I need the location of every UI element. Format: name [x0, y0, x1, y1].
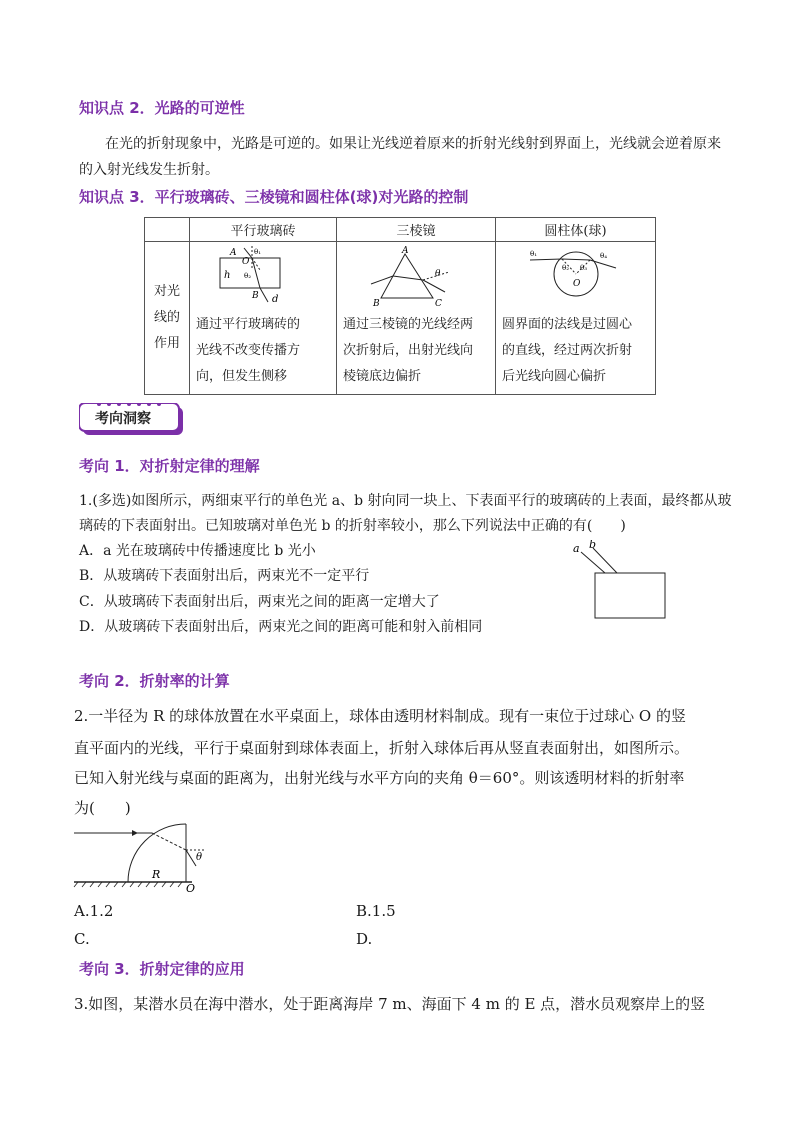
- label-h: h: [224, 270, 231, 281]
- direction-2-heading: 考向 2．折射率的计算: [79, 672, 230, 690]
- sphere-desc-line: 后光线向圆心偏折: [502, 369, 607, 384]
- knowledge-point-2-paragraph-line1: 在光的折射现象中，光路是可逆的。如果让光线逆着原来的折射光线射到界面上，光线就会逆着原来: [105, 136, 721, 152]
- question-2-figure: [72, 822, 212, 894]
- row-label-line: 作用: [153, 336, 180, 351]
- glass-desc-line: 向，但发生侧移: [196, 369, 288, 384]
- question-1-figure: [565, 540, 675, 622]
- sphere-label-theta2: θ₂: [562, 264, 570, 272]
- label-theta1: θ₁: [254, 248, 262, 256]
- knowledge-point-3-heading: 知识点 3．平行玻璃砖、三棱镜和圆柱体(球)对光路的控制: [79, 188, 469, 206]
- table-cell-sphere: [496, 242, 656, 395]
- table-header-sphere: 圆柱体(球): [496, 218, 656, 242]
- row-label-line: 线的: [153, 310, 180, 325]
- question-1-option-c: C．从玻璃砖下表面射出后，两束光之间的距离一定增大了: [79, 594, 440, 610]
- question-1-line2: 璃砖的下表面射出。已知玻璃对单色光 b 的折射率较小，那么下列说法中正确的有( ): [79, 518, 626, 534]
- q1-ray-a: [581, 552, 605, 573]
- prism-desc-line: 次折射后，出射光线向: [343, 343, 474, 358]
- emergent-ray: [260, 288, 268, 302]
- question-2-option-c: C.: [74, 930, 90, 948]
- q2-arrow-head: [132, 830, 138, 836]
- question-2-line1: 2.一半径为 R 的球体放置在水平桌面上，球体由透明材料制成。现有一束位于过球心 O 的竖: [74, 707, 686, 725]
- direction-3-heading: 考向 3．折射定律的应用: [79, 960, 245, 978]
- optics-control-table: [144, 217, 656, 395]
- q2-label-R: R: [152, 868, 161, 881]
- table-corner-cell: [145, 218, 190, 242]
- prism-label-C: C: [435, 299, 442, 309]
- q2-label-O: O: [186, 882, 196, 894]
- knowledge-point-2-heading: 知识点 2．光路的可逆性: [79, 99, 245, 117]
- table-row-label: [145, 242, 190, 395]
- question-2-option-b: B.1.5: [356, 902, 396, 920]
- question-2-option-d: D.: [356, 930, 373, 948]
- label-O: O: [242, 257, 250, 267]
- sphere-desc-line: 圆界面的法线是过圆心: [502, 317, 633, 332]
- prism-label-B: B: [373, 299, 380, 309]
- direction-1-heading: 考向 1．对折射定律的理解: [79, 457, 260, 475]
- label-B: B: [252, 291, 259, 301]
- sphere-label-theta4: θ₄: [600, 252, 608, 260]
- sphere-description: [502, 312, 632, 390]
- q1-glass-block: [595, 573, 665, 618]
- prism-triangle: [381, 254, 433, 298]
- table-header-prism: 三棱镜: [337, 218, 496, 242]
- sphere-internal-ray: [562, 259, 590, 260]
- glass-slab-figure: [210, 246, 320, 308]
- sphere-figure: [526, 246, 636, 310]
- prism-desc-line: 通过三棱镜的光线经两: [343, 317, 474, 332]
- q1-ray-b: [593, 548, 617, 573]
- sphere-incident-ray: [530, 259, 562, 260]
- prism-internal-ray: [393, 276, 423, 280]
- q2-internal-ray: [152, 833, 186, 850]
- question-2-line3: 已知入射光线与桌面的距离为，出射光线与水平方向的夹角 θ＝60°。则该透明材料的折射率: [74, 769, 685, 787]
- sphere-label-theta1: θ₁: [530, 250, 538, 258]
- glass-desc-line: 通过平行玻璃砖的: [196, 317, 301, 332]
- prism-description: [343, 312, 473, 390]
- sphere-label-theta3: θ₃: [580, 264, 588, 272]
- table-cell-glass: [190, 242, 337, 395]
- glass-description: [196, 312, 300, 390]
- question-1-line1: 1.(多选)如图所示，两细束平行的单色光 a、b 射向同一块上、下表面平行的玻璃砖的上表面，最终都从玻: [79, 493, 732, 509]
- label-d: d: [272, 294, 279, 305]
- prism-label-theta: θ: [435, 269, 441, 279]
- prism-figure: [363, 246, 473, 310]
- glass-desc-line: 光线不改变传播方: [196, 343, 301, 358]
- table-cell-prism: [337, 242, 496, 395]
- question-2-line2: 直平面内的光线，平行于桌面射到球体表面上，折射入球体后再从竖直表面射出，如图所示。: [74, 739, 690, 757]
- question-2-line4: 为( ): [74, 799, 131, 817]
- row-label-line: 对光: [153, 284, 180, 299]
- question-2-option-a: A.1.2: [74, 902, 114, 920]
- question-1-option-d: D．从玻璃砖下表面射出后，两束光之间的距离可能和射入前相同: [79, 619, 483, 635]
- insight-badge: [79, 403, 187, 435]
- refracted-ray: [252, 258, 260, 288]
- q2-label-theta: θ: [196, 852, 203, 863]
- q1-label-b: b: [589, 540, 597, 551]
- sphere-label-O: O: [573, 279, 581, 289]
- question-1-option-b: B．从玻璃砖下表面射出后，两束光不一定平行: [79, 568, 370, 584]
- label-A: A: [230, 248, 237, 258]
- table-header-glass: 平行玻璃砖: [190, 218, 337, 242]
- knowledge-point-2-paragraph-line2: 的入射光线发生折射。: [79, 162, 219, 178]
- prism-label-A: A: [402, 246, 409, 256]
- q2-emergent-ray: [186, 850, 196, 866]
- question-1-option-a: A．a 光在玻璃砖中传播速度比 b 光小: [79, 543, 316, 559]
- insight-badge-label: 考向洞察: [95, 411, 151, 427]
- prism-emergent-ray: [423, 280, 445, 292]
- label-theta2: θ₂: [244, 272, 252, 280]
- prism-desc-line: 棱镜底边偏折: [343, 369, 422, 384]
- question-3-line1: 3.如图，某潜水员在海中潜水，处于距离海岸 7 m、海面下 4 m 的 E 点，潜水员观察岸上的竖: [74, 995, 706, 1013]
- sphere-desc-line: 的直线，经过两次折射: [502, 343, 633, 358]
- q1-label-a: a: [573, 542, 580, 555]
- sphere-emergent-ray: [590, 260, 616, 268]
